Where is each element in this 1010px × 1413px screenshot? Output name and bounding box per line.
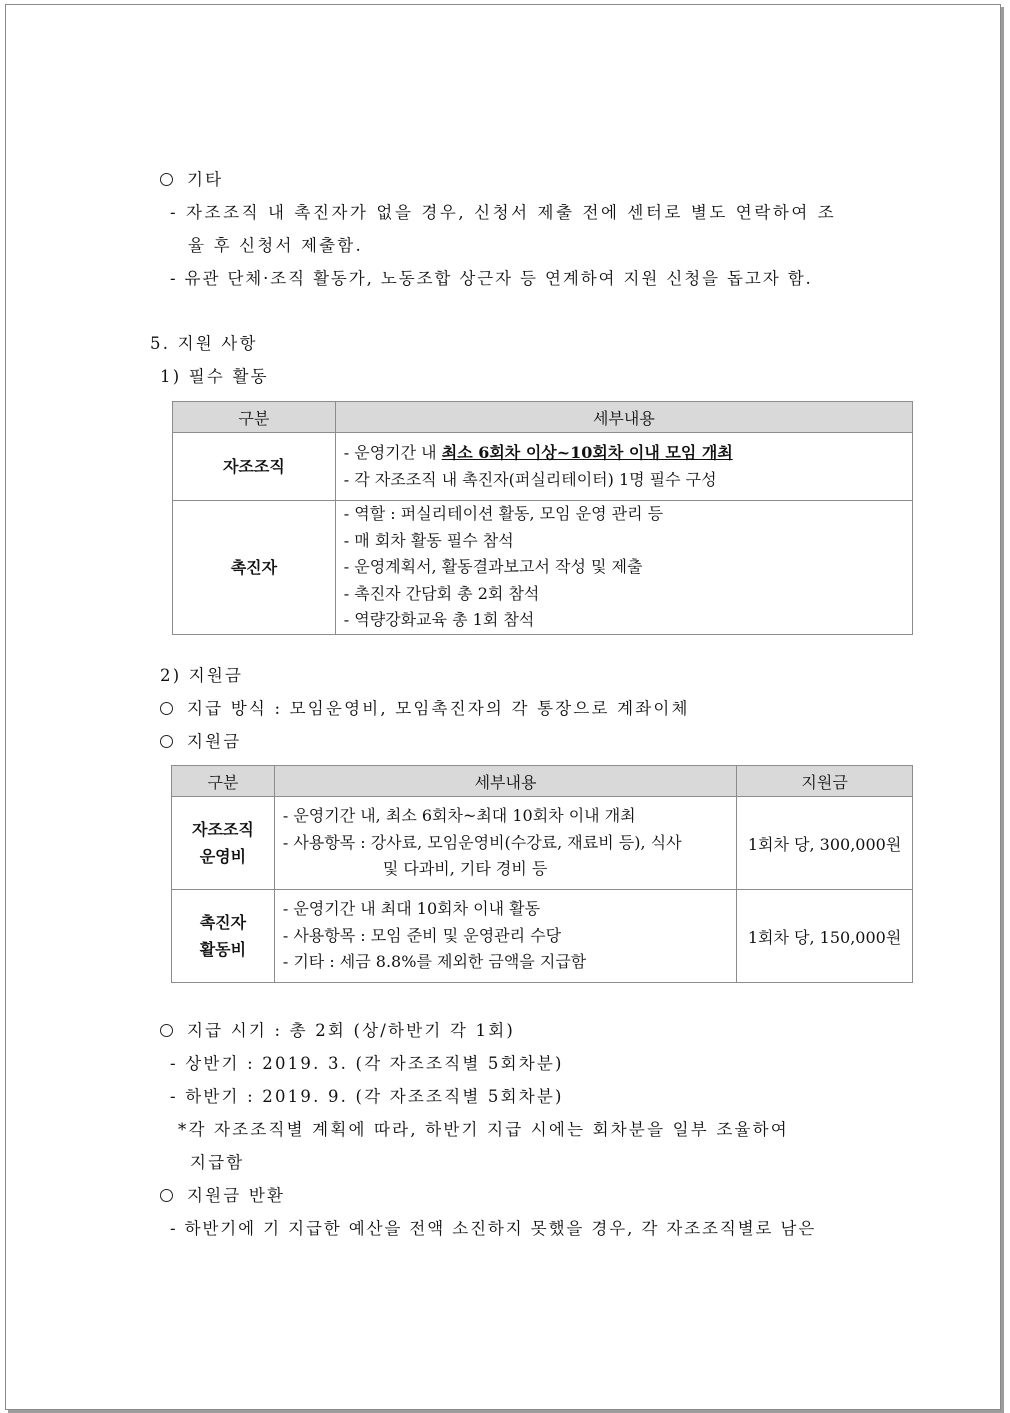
detail-line: 및 다과비, 기타 경비 등 — [382, 859, 548, 879]
detail-line: - 역량강화교육 총 1회 참석 — [343, 610, 535, 630]
table-row — [173, 501, 913, 635]
note-line-cont: 지급함 — [190, 1153, 245, 1172]
second-half-line: - 하반기 : 2019. 9. (각 자조조직별 5회차분) — [170, 1087, 564, 1106]
table-header-row — [172, 766, 913, 797]
row-category: 자조조직 운영비 — [172, 797, 275, 890]
etc-line-1: - 자조조직 내 촉진자가 없을 경우, 신청서 제출 전에 센터로 별도 연락하여 조 — [170, 203, 837, 222]
grant-heading: 지원금 — [160, 731, 241, 753]
header-details: 세부내용 — [274, 766, 736, 797]
header-category: 구분 — [173, 402, 336, 433]
note-line: *각 자조조직별 계획에 따라, 하반기 지급 시에는 회차분을 일부 조율하여 — [178, 1120, 789, 1139]
etc-heading: 기타 — [160, 169, 223, 191]
row-details — [335, 501, 912, 635]
section-title: 5. 지원 사항 — [150, 334, 258, 353]
detail-line: - 운영계획서, 활동결과보고서 작성 및 제출 — [343, 557, 643, 577]
row-amount: 1회차 당, 150,000원 — [737, 890, 913, 983]
detail-line: - 역할 : 퍼실리테이션 활동, 모임 운영 관리 등 — [343, 504, 664, 523]
row-category: 촉진자 활동비 — [172, 890, 275, 983]
required-activities-table — [172, 401, 913, 635]
row-category: 촉진자 — [173, 501, 336, 635]
emphasis-text: 최소 6회차 이상~10회차 이내 모임 개최 — [441, 443, 733, 462]
detail-line: - 매 회차 활동 필수 참석 — [343, 530, 514, 550]
subsection-required: 1) 필수 활동 — [160, 367, 269, 386]
row-amount: 1회차 당, 300,000원 — [737, 797, 913, 890]
detail-line: - 각 자조조직 내 촉진자(퍼실리테이터) 1명 필수 구성 — [343, 469, 717, 489]
payment-method: 지급 방식 : 모임운영비, 모임촉진자의 각 통장으로 계좌이체 — [160, 698, 690, 720]
payment-timing: 지급 시기 : 총 2회 (상/하반기 각 1회) — [160, 1020, 515, 1042]
detail-line: - 운영기간 내 최대 10회차 이내 활동 — [282, 899, 541, 919]
header-amount: 지원금 — [737, 766, 913, 797]
detail-line: - 기타 : 세금 8.8%를 제외한 금액을 지급함 — [282, 952, 587, 972]
header-details: 세부내용 — [335, 402, 912, 433]
detail-line: - 사용항목 : 모임 준비 및 운영관리 수당 — [282, 925, 562, 945]
header-category: 구분 — [172, 766, 275, 797]
etc-line-1-cont: 율 후 신청서 제출함. — [188, 236, 363, 255]
circle-bullet-icon — [160, 1024, 173, 1037]
refund-line: - 하반기에 기 지급한 예산을 전액 소진하지 못했을 경우, 각 자조조직별로 남은 — [170, 1219, 817, 1238]
circle-bullet-icon — [160, 173, 173, 186]
detail-line: - 운영기간 내, 최소 6회차~최대 10회차 이내 개최 — [282, 806, 636, 826]
table-row — [173, 433, 913, 501]
circle-bullet-icon — [160, 735, 173, 748]
subsection-grant: 2) 지원금 — [160, 666, 244, 685]
detail-line: - 촉진자 간담회 총 2회 참석 — [343, 583, 540, 603]
detail-line: - 사용항목 : 강사료, 모임운영비(수강료, 재료비 등), 식사 — [282, 832, 682, 852]
row-details — [274, 890, 736, 983]
circle-bullet-icon — [160, 1189, 173, 1202]
circle-bullet-icon — [160, 702, 173, 715]
detail-line: - 운영기간 내 최소 6회차 이상~10회차 이내 모임 개최 — [343, 443, 733, 462]
table-row — [172, 797, 913, 890]
etc-line-2: - 유관 단체·조직 활동가, 노동조합 상근자 등 연계하여 지원 신청을 돕고자 함. — [170, 269, 813, 288]
first-half-line: - 상반기 : 2019. 3. (각 자조조직별 5회차분) — [170, 1054, 564, 1073]
row-details — [274, 797, 736, 890]
table-row — [172, 890, 913, 983]
row-category: 자조조직 — [173, 433, 336, 501]
table-header-row — [173, 402, 913, 433]
row-details — [335, 433, 912, 501]
grant-table — [171, 765, 913, 983]
refund-heading: 지원금 반환 — [160, 1185, 285, 1207]
